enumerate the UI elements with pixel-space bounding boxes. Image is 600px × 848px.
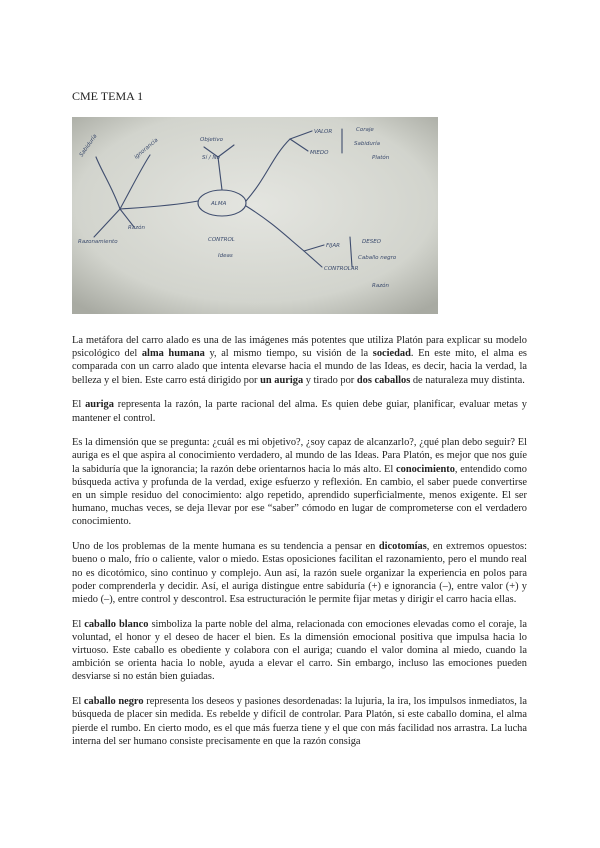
bold-term: alma humana [141,348,205,360]
label-razonamiento: Razonamiento [78,239,118,245]
paragraph [72,398,527,424]
bold-term: dos caballos [356,374,411,386]
text-run: representa los deseos y pasiones desordenadas: la lujuria, la ira, los impulsos inmediatos, la búsqueda de placer sin medida. Es rebelde y difícil de controlar. Para Platón, si este caballo domina, el alma pierde el rumbo. En cierto modo, es el que más fuerza tiene y el que con más facilidad nos arrastra. La lucha interna del ser humano consiste precisamente en que la razón consiga [72,696,527,747]
label-deseo: DESEO [362,239,382,245]
text-run: de naturaleza muy distinta. [410,374,525,386]
label-controlar: CONTROLAR [324,266,359,272]
label-fijar: FIJAR [326,243,340,249]
text-run: y, al mismo tiempo, su visión de la [204,348,373,360]
label-valor: VALOR [314,129,333,135]
text-run: Es la dimensión que se pregunta: ¿cuál es mi objetivo?, ¿soy capaz de alcanzarlo?, ¿qué plan debo seguir? El auriga es el que aspira al conocimiento verdadero, al mundo de las Ideas. Para Platón, es mejor que nos guíe la sabiduría que la ignorancia; la razón debe orientarnos hacia lo más alto. El [72,437,527,475]
text-run: . En este mito, el alma es comparada con un carro alado que intenta elevarse hacia el mundo de las Ideas, es decir, hacia la verdad, la belleza y el bien. Este carro está dirigido por [72,348,527,386]
label-miedo: MIEDO [310,150,329,156]
document-title: CME TEMA 1 [72,89,144,103]
bold-term: auriga [85,399,114,411]
text-run: El [72,696,84,708]
text-run: y tirado por [303,374,357,386]
label-caballo-negro: Caballo negro [358,255,397,261]
whiteboard-photo [72,117,438,314]
label-ideas: Ideas [218,253,233,259]
text-run: simboliza la parte noble del alma, relacionada con emociones elevadas como el coraje, la voluntad, el honor y el deseo de hacer el bien. Es la dimensión emocional positiva que impulsa hacia lo virtuoso. Este caballo es obediente y colabora con el auriga; cuando el valor domina al miedo, cuando la ambición se orienta hacia lo noble, ayuda a elevar el carro. Sin embargo, incluso las emociones pueden desviarse si no están bien guiadas. [72,618,527,683]
paragraph [72,334,527,387]
bold-term: sociedad [372,348,411,360]
text-run: La metáfora del carro alado es una de las imágenes más potentes que utiliza Platón para explicar su modelo psicológico del [72,335,527,360]
center-label: ALMA [211,201,227,207]
bold-term: caballo blanco [84,618,149,630]
label-platon: Platón [372,155,390,161]
label-razon-left: Razón [128,225,145,231]
paragraph [72,695,527,748]
label-razon: Razón [372,283,389,289]
paragraph [72,618,527,684]
label-coraje: Coraje [356,127,374,133]
text-run: representa la razón, la parte racional del alma. Es quien debe guiar, planificar, evaluar metas y mantener el control. [72,399,527,424]
bold-term: dicotomías [378,541,427,553]
label-sabiduria-left: Sabiduría [78,133,99,159]
paragraph [72,540,527,606]
text-run: , en extremos opuestos: bueno o malo, frío o caliente, valor o miedo. Estas oposiciones facilitan el razonamiento, pero el mundo real no es dicotómico, sino continuo y complejo. Aun así, la razón suele organizar la experiencia en polos para poder comprenderla y decidir. Así, el auriga distingue entre sabiduría (+) e ignorancia (–), entre valor (+) y miedo (–), entre control y descontrol. Esa estructuración le permite fijar metas y dirigir el carro hacia ellas. [72,541,527,605]
text-run: El [72,399,86,411]
bold-term: caballo negro [83,696,144,708]
label-control: CONTROL [208,237,235,243]
text-run: Uno de los problemas de la mente humana es su tendencia a pensar en [72,541,379,553]
bold-term: un auriga [260,374,304,386]
text-run: , entendido como búsqueda activa y profunda de la verdad, exige esfuerzo y reflexión. En cambio, el saber puede convertirse en un simple residuo del conocimiento: algo repetido, aprendido superficialmente, menos exigente. El ser humano, muchas veces, se deja llevar por ese “saber” cómodo en lugar de comprometerse con el verdadero conocimiento. [72,463,527,528]
label-si-no: Sí / No [202,155,220,161]
label-sabiduria: Sabiduría [354,141,381,147]
text-run: El [72,618,85,630]
paragraph [72,436,527,528]
body-text [72,334,527,759]
label-objetivo: Objetivo [200,137,224,143]
bold-term: conocimiento [396,463,455,475]
label-ignorancia: ignorancia [133,137,160,161]
